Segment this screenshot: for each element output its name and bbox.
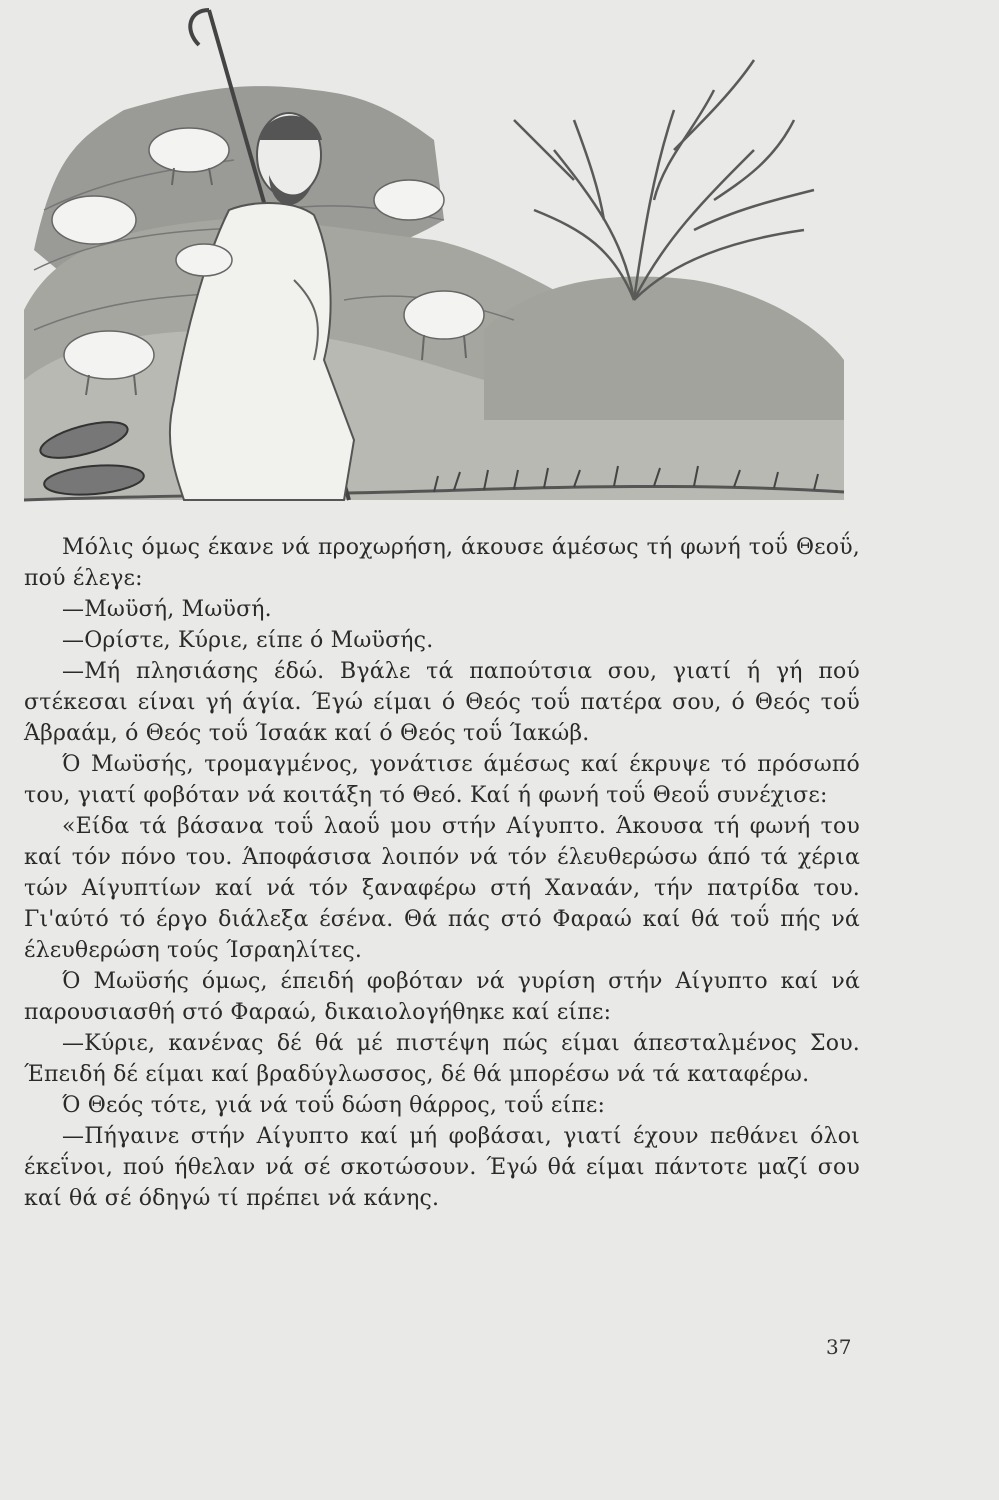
paragraph: —Κύριε, κανένας δέ θά μέ πιστέψη πώς είμαι άπεσταλμένος Σου. Έπειδή δέ είμαι καί βραδύγλωσσος, δέ θά μπορέσω νά τά καταφέρω.	[24, 1031, 860, 1087]
paragraph: —Πήγαινε στήν Αίγυπτο καί μή φοβάσαι, γιατί έχουν πεθάνει όλοι έκεΐνοι, πού ήθελαν νά σέ σκοτώσουν. Έγώ θά είμαι πάντοτε μαζί σου καί θά σέ όδηγώ τί πρέπει νά κάνης.	[24, 1124, 860, 1211]
paragraph: Ό Θεός τότε, γιά νά τοΰ δώση θάρρος, τοΰ είπε:	[62, 1093, 606, 1118]
paragraph: —Μή πλησιάσης έδώ. Βγάλε τά παπούτσια σου, γιατί ή γή πού στέκεσαι είναι γή άγία. Έγώ είμαι ό Θεός τοΰ πατέρα σου, ό Θεός τοΰ Άβραάμ, ό Θεός τοΰ Ίσαάκ καί ό Θεός τοΰ Ίακώβ.	[24, 659, 860, 746]
illustration-moses-burning-bush	[14, 0, 852, 528]
paragraph: —Μωϋσή, Μωϋσή.	[62, 597, 272, 622]
paragraph: Ό Μωϋσής, τρομαγμένος, γονάτισε άμέσως καί έκρυψε τό πρόσωπό του, γιατί φοβόταν νά κοιτάξη τό Θεό. Καί ή φωνή τοΰ Θεοΰ συνέχισε:	[24, 752, 860, 808]
paragraph: Ό Μωϋσής όμως, έπειδή φοβόταν νά γυρίση στήν Αίγυπτο καί νά παρουσιασθή στό Φαραώ, δικαιολογήθηκε καί είπε:	[24, 969, 860, 1025]
paragraph: —Ορίστε, Κύριε, είπε ό Μωϋσής.	[62, 628, 434, 653]
paragraph: Μόλις όμως έκανε νά προχωρήση, άκουσε άμέσως τή φωνή τοΰ Θεοΰ, πού έλεγε:	[24, 535, 860, 591]
page-number: 37	[826, 1335, 852, 1359]
paragraph: «Είδα τά βάσανα τοΰ λαοΰ μου στήν Αίγυπτο. Άκουσα τή φωνή του καί τόν πόνο του. Άποφάσισα λοιπόν νά τόν έλευθερώσω άπό τά χέρια τών Αίγυπτίων καί νά τόν ξαναφέρω στή Χαναάν, τήν πατρίδα του. Γι'αύτό τό έργο διάλεξα έσένα. Θά πάς στό Φαραώ καί θά τοΰ πής νά έλευθερώση τούς Ίσραηλίτες.	[24, 814, 860, 963]
story-text	[24, 532, 860, 1214]
